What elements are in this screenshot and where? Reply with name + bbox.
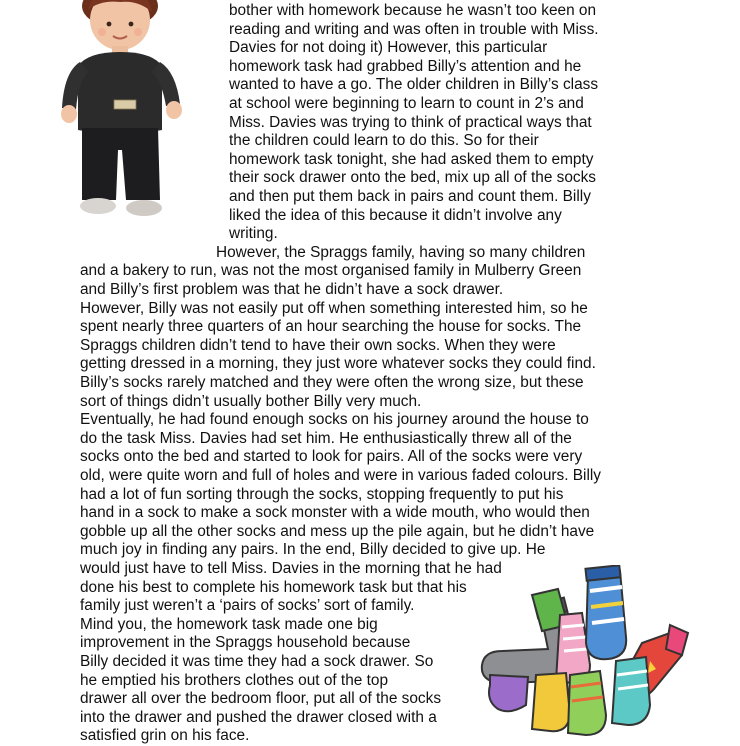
story-line: Miss. Davies was trying to think of practical ways that bbox=[229, 113, 592, 131]
story-line: family just weren’t a ‘pairs of socks’ sort of family. bbox=[80, 597, 415, 615]
story-line: socks onto the bed and started to look for pairs. All of the socks were very bbox=[80, 448, 583, 466]
story-line: improvement in the Spraggs household because bbox=[80, 634, 411, 652]
story-line: satisfied grin on his face. bbox=[80, 727, 250, 745]
story-line: do the task Miss. Davies had set him. He enthusiastically threw all of the bbox=[80, 429, 572, 447]
story-line: hand in a sock to make a sock monster with a wide mouth, who would then bbox=[80, 504, 590, 522]
story-line: Davies for not doing it) However, this particular bbox=[229, 39, 548, 57]
story-line: reading and writing and was often in trouble with Miss. bbox=[229, 20, 599, 38]
story-line: Eventually, he had found enough socks on his journey around the house to bbox=[80, 411, 589, 429]
story-line: getting dressed in a morning, they just wore whatever socks they could find. bbox=[80, 355, 596, 373]
story-line: gobble up all the other socks and mess up the pile again, but he didn’t have bbox=[80, 522, 595, 540]
story-line: homework task had grabbed Billy’s attention and he bbox=[229, 57, 582, 75]
boy-doll-illustration bbox=[38, 0, 216, 230]
story-line: However, the Spraggs family, having so many children bbox=[216, 243, 586, 261]
story-line: their sock drawer onto the bed, mix up all of the socks bbox=[229, 169, 596, 187]
story-line: liked the idea of this because it didn’t involve any bbox=[229, 206, 562, 224]
story-line: much joy in finding any pairs. In the end, Billy decided to give up. He bbox=[80, 541, 546, 559]
story-line: However, Billy was not easily put off when something interested him, so he bbox=[80, 299, 588, 317]
pile-of-odd-socks-illustration bbox=[470, 565, 692, 736]
story-line: wanted to have a go. The older children in Billy’s class bbox=[229, 76, 599, 94]
story-line: would just have to tell Miss. Davies in the morning that he had bbox=[80, 560, 502, 577]
story-line: homework task tonight, she had asked them to empty bbox=[229, 150, 594, 168]
story-line: and then put them back in pairs and count them. Billy bbox=[229, 188, 591, 205]
story-line: had a lot of fun sorting through the socks, stopping frequently to put his bbox=[80, 485, 564, 503]
story-line: Billy’s socks rarely matched and they were often the wrong size, but these bbox=[80, 374, 584, 391]
story-line: and a bakery to run, was not the most organised family in Mulberry Green bbox=[80, 262, 582, 280]
story-line: old, were quite worn and full of holes and were in various faded colours. Billy bbox=[80, 467, 602, 484]
story-line: and Billy’s first problem was that he didn’t have a sock drawer. bbox=[80, 281, 504, 298]
story-line: bother with homework because he wasn’t too keen on bbox=[229, 2, 597, 19]
story-line: Spraggs children didn’t tend to have their own socks. When they were bbox=[80, 336, 556, 354]
story-line: he emptied his brothers clothes out of the top bbox=[80, 671, 389, 689]
story-line: the children could learn to do this. So for their bbox=[229, 132, 539, 150]
story-line: Billy decided it was time they had a sock drawer. So bbox=[80, 653, 434, 670]
story-line: at school were beginning to learn to count in 2’s and bbox=[229, 95, 584, 112]
story-line: writing. bbox=[229, 225, 278, 243]
story-line: drawer all over the bedroom floor, put all of the socks bbox=[80, 690, 442, 708]
story-line: into the drawer and pushed the drawer closed with a bbox=[80, 708, 437, 726]
story-line: spent nearly three quarters of an hour searching the house for socks. The bbox=[80, 318, 582, 336]
story-line: Mind you, the homework task made one big bbox=[80, 615, 378, 633]
story-line: done his best to complete his homework task but that his bbox=[80, 578, 467, 596]
story-line: sort of things didn’t usually bother Billy very much. bbox=[80, 392, 422, 410]
